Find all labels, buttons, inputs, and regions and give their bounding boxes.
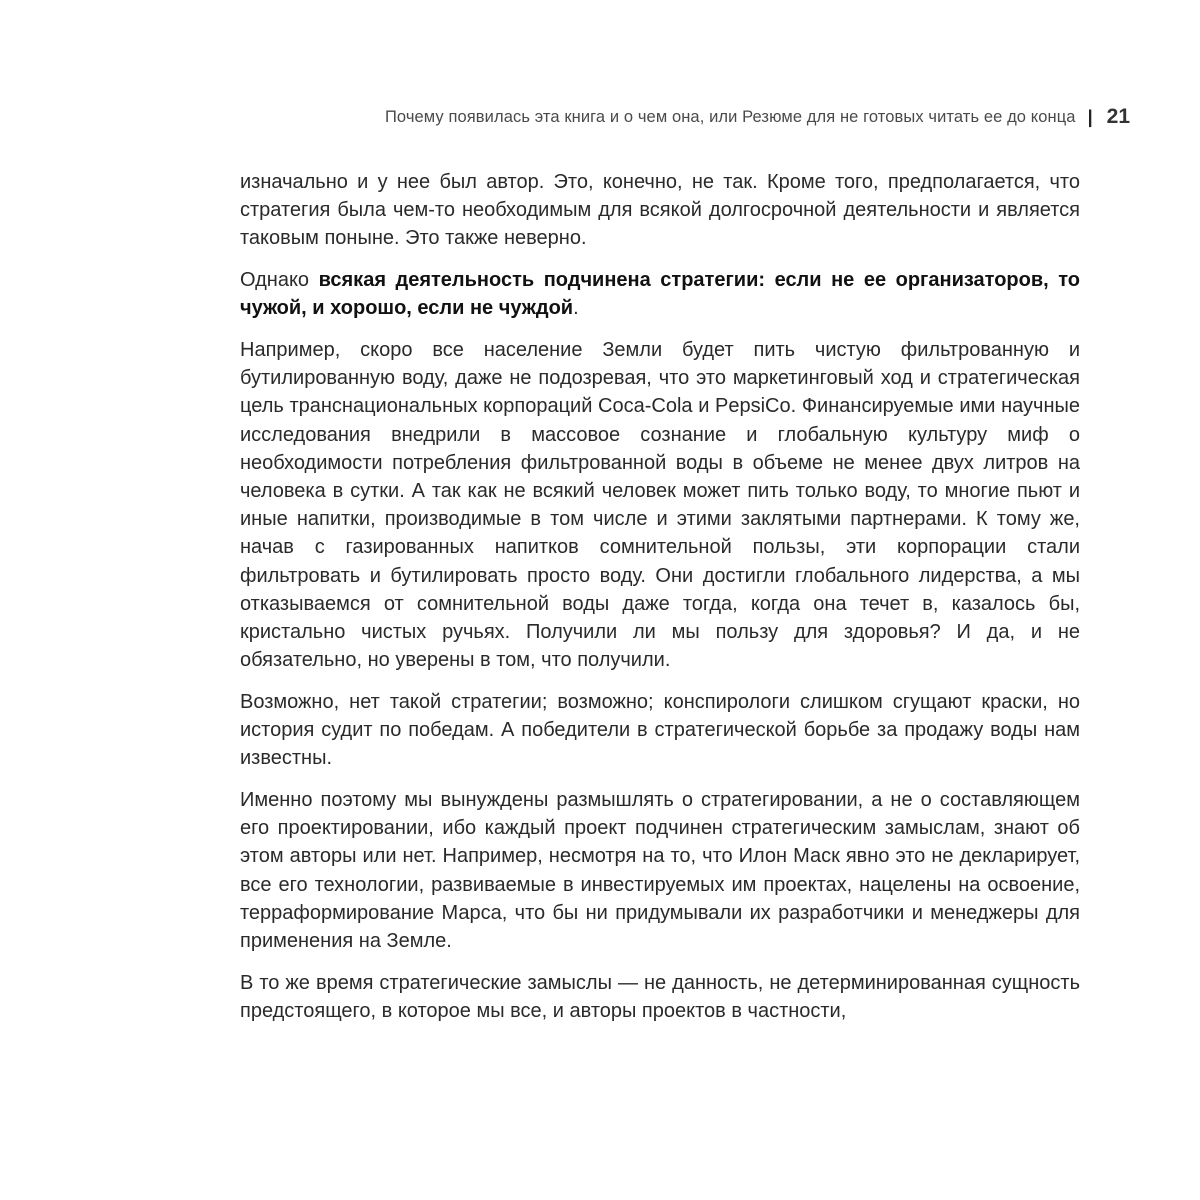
running-header <box>240 103 1130 131</box>
paragraph-3: Например, скоро все население Земли будет пить чистую фильтрованную и бутилированную воду, даже не подозревая, что это маркетинговый ход и стратегическая цель транснациональных корпораций Coca-Cola и PepsiCo. Финансируемые ими научные исследования внедрили в массовое сознание и глобальную культуру миф о необходимости потребления фильтрованной воды в объеме не менее двух литров на человека в сутки. А так как не всякий человек может пить только воду, то многие пьют и иные напитки, производимые в том числе и этими заклятыми партнерами. К тому же, начав с газированных напитков сомнительной пользы, эти корпорации стали фильтровать и бутилировать просто воду. Они достигли глобального лидерства, а мы отказываемся от сомнительной воды даже тогда, когда она течет в, казалось бы, кристально чистых ручьях. Получили ли мы пользу для здоровья? И да, и не обязательно, но уверены в том, что получили. <box>240 339 1080 672</box>
paragraph-2-suffix: . <box>573 297 579 320</box>
paragraph-6: В то же время стратегические замыслы — не данность, не детерминированная сущность предстоящего, в которое мы все, и авторы проектов в частности, <box>240 971 1080 1022</box>
paragraph-2-prefix: Однако <box>240 269 319 292</box>
paragraph-4: Возможно, нет такой стратегии; возможно; конспирологи слишком сгущают краски, но история судит по победам. А победители в стратегической борьбе за продажу воды нам известны. <box>240 690 1080 770</box>
running-title: Почему появилась эта книга и о чем она, или Резюме для не готовых читать ее до конца <box>384 107 1076 126</box>
page-number: 21 <box>1106 105 1130 128</box>
paragraph-5: Именно поэтому мы вынуждены размышлять о стратегировании, а не о составляющем его проектировании, ибо каждый проект подчинен стратегическим замыслам, знают об этом авторы или нет. Например, несмотря на то, что Илон Маск явно это не декларирует, все его технологии, развиваемые в инвестируемых им проектах, нацелены на освоение, терраформирование Марса, что бы ни придумывали их разработчики и менеджеры для применения на Земле. <box>240 789 1080 953</box>
paragraph-2-emphasis: всякая деятельность подчинена стратегии: если не ее организаторов, то чужой, и хорошо, если не чуждой <box>240 269 1080 320</box>
page-body <box>240 168 1080 1039</box>
paragraph-1: изначально и у нее был автор. Это, конечно, не так. Кроме того, предполагается, что стратегия была чем-то необходимым для всякой долгосрочной деятельности и является таковым поныне. Это также неверно. <box>240 171 1080 250</box>
paragraph-2 <box>240 266 1080 322</box>
header-separator: | <box>1087 106 1093 127</box>
